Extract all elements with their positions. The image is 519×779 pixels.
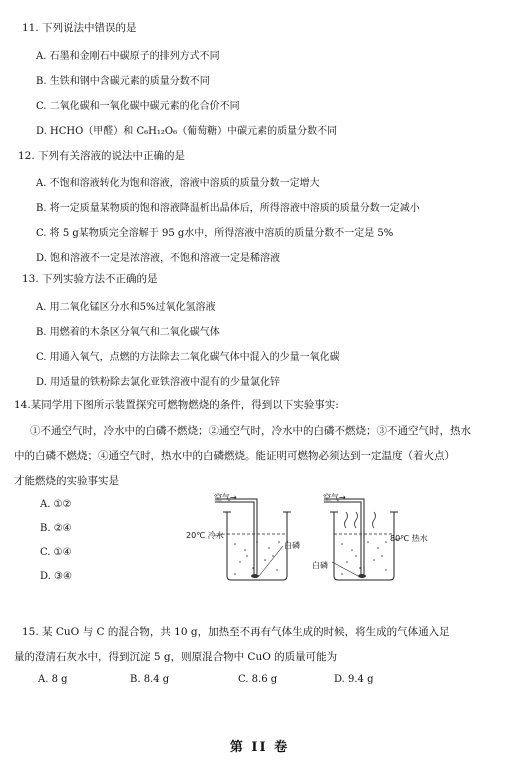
q13-option-b: B. 用燃着的木条区分氧气和二氧化碳气体 bbox=[36, 327, 220, 338]
q14-option-b: B. ②④ bbox=[40, 523, 72, 534]
q13-stem: 13. 下列实验方法不正确的是 bbox=[22, 273, 158, 285]
left-phosphorus-label: 白磷 bbox=[284, 541, 300, 550]
q14-option-d: D. ③④ bbox=[40, 571, 72, 582]
q11-option-c: C. 二氧化碳和一氧化碳中碳元素的化合价不同 bbox=[36, 101, 240, 112]
right-air-label: 空气→ bbox=[323, 493, 346, 502]
q15-option-c: C. 8.6 g bbox=[238, 674, 278, 685]
q11-option-a: A. 石墨和金刚石中碳原子的排列方式不同 bbox=[36, 51, 220, 62]
q11-option-b: B. 生铁和钢中含碳元素的质量分数不同 bbox=[36, 76, 210, 87]
q14-option-c: C. ①④ bbox=[40, 547, 72, 558]
q15-option-b: B. 8.4 g bbox=[130, 674, 170, 685]
q13-option-a: A. 用二氧化锰区分水和5%过氧化氢溶液 bbox=[36, 302, 216, 313]
q12-option-a: A. 不饱和溶液转化为饱和溶液，溶液中溶质的质量分数一定增大 bbox=[36, 178, 320, 189]
q12-option-d: D. 饱和溶液不一定是浓溶液，不饱和溶液一定是稀溶液 bbox=[36, 253, 281, 264]
q13-option-c: C. 用通入氧气，点燃的方法除去二氧化碳气体中混入的少量一氧化碳 bbox=[36, 352, 340, 363]
q15-options-row bbox=[38, 674, 374, 685]
q14-stem-line-1: 14.某同学用下图所示装置探究可燃物燃烧的条件，得到以下实验事实: bbox=[14, 399, 339, 411]
q11-stem: 11. 下列说法中错误的是 bbox=[22, 22, 137, 34]
left-air-label: 空气→ bbox=[214, 493, 237, 502]
q14-stem-line-4: 才能燃烧的实验事实是 bbox=[14, 475, 119, 487]
q14-stem-line-3: 中的白磷不燃烧；④通空气时，热水中的白磷燃烧。能证明可燃物必须达到一定温度（着火点） bbox=[14, 450, 455, 462]
q15-option-a: A. 8 g bbox=[38, 674, 68, 685]
q12-option-c: C. 将 5 g某物质完全溶解于 95 g水中，所得溶液中溶质的质量分数不一定是 5% bbox=[36, 228, 394, 239]
q15-stem-line-1: 15. 某 CuO 与 C 的混合物，共 10 g，加热至不再有气体生成的时候，将生成的气体通入足 bbox=[22, 626, 450, 638]
left-cold-water-label: 20℃ 冷水 bbox=[186, 531, 224, 540]
q15-stem-line-2: 量的澄清石灰水中，得到沉淀 5 g，则原混合物中 CuO 的质量可能为 bbox=[14, 651, 338, 663]
q12-option-b: B. 将一定质量某物质的饱和溶液降温析出晶体后，所得溶液中溶质的质量分数一定减小 bbox=[36, 203, 420, 214]
section-heading: 第 II 卷 bbox=[229, 740, 290, 755]
right-phosphorus-label: 白磷 bbox=[312, 561, 328, 570]
q13-option-d: D. 用适量的铁粉除去氯化亚铁溶液中混有的少量氯化锌 bbox=[36, 377, 281, 388]
q12-stem: 12. 下列有关溶液的说法中正确的是 bbox=[18, 150, 186, 162]
right-hot-water-label: 80℃ 热水 bbox=[390, 534, 428, 543]
q14-option-a: A. ①② bbox=[40, 499, 72, 510]
q15-option-d: D. 9.4 g bbox=[334, 674, 374, 685]
q14-stem-line-2: ①不通空气时，冷水中的白磷不燃烧；②通空气时，冷水中的白磷不燃烧；③不通空气时，热水 bbox=[30, 425, 471, 437]
q11-option-d: D. HCHO（甲醛）和 C₆H₁₂O₆（葡萄糖）中碳元素的质量分数不同 bbox=[36, 126, 338, 137]
